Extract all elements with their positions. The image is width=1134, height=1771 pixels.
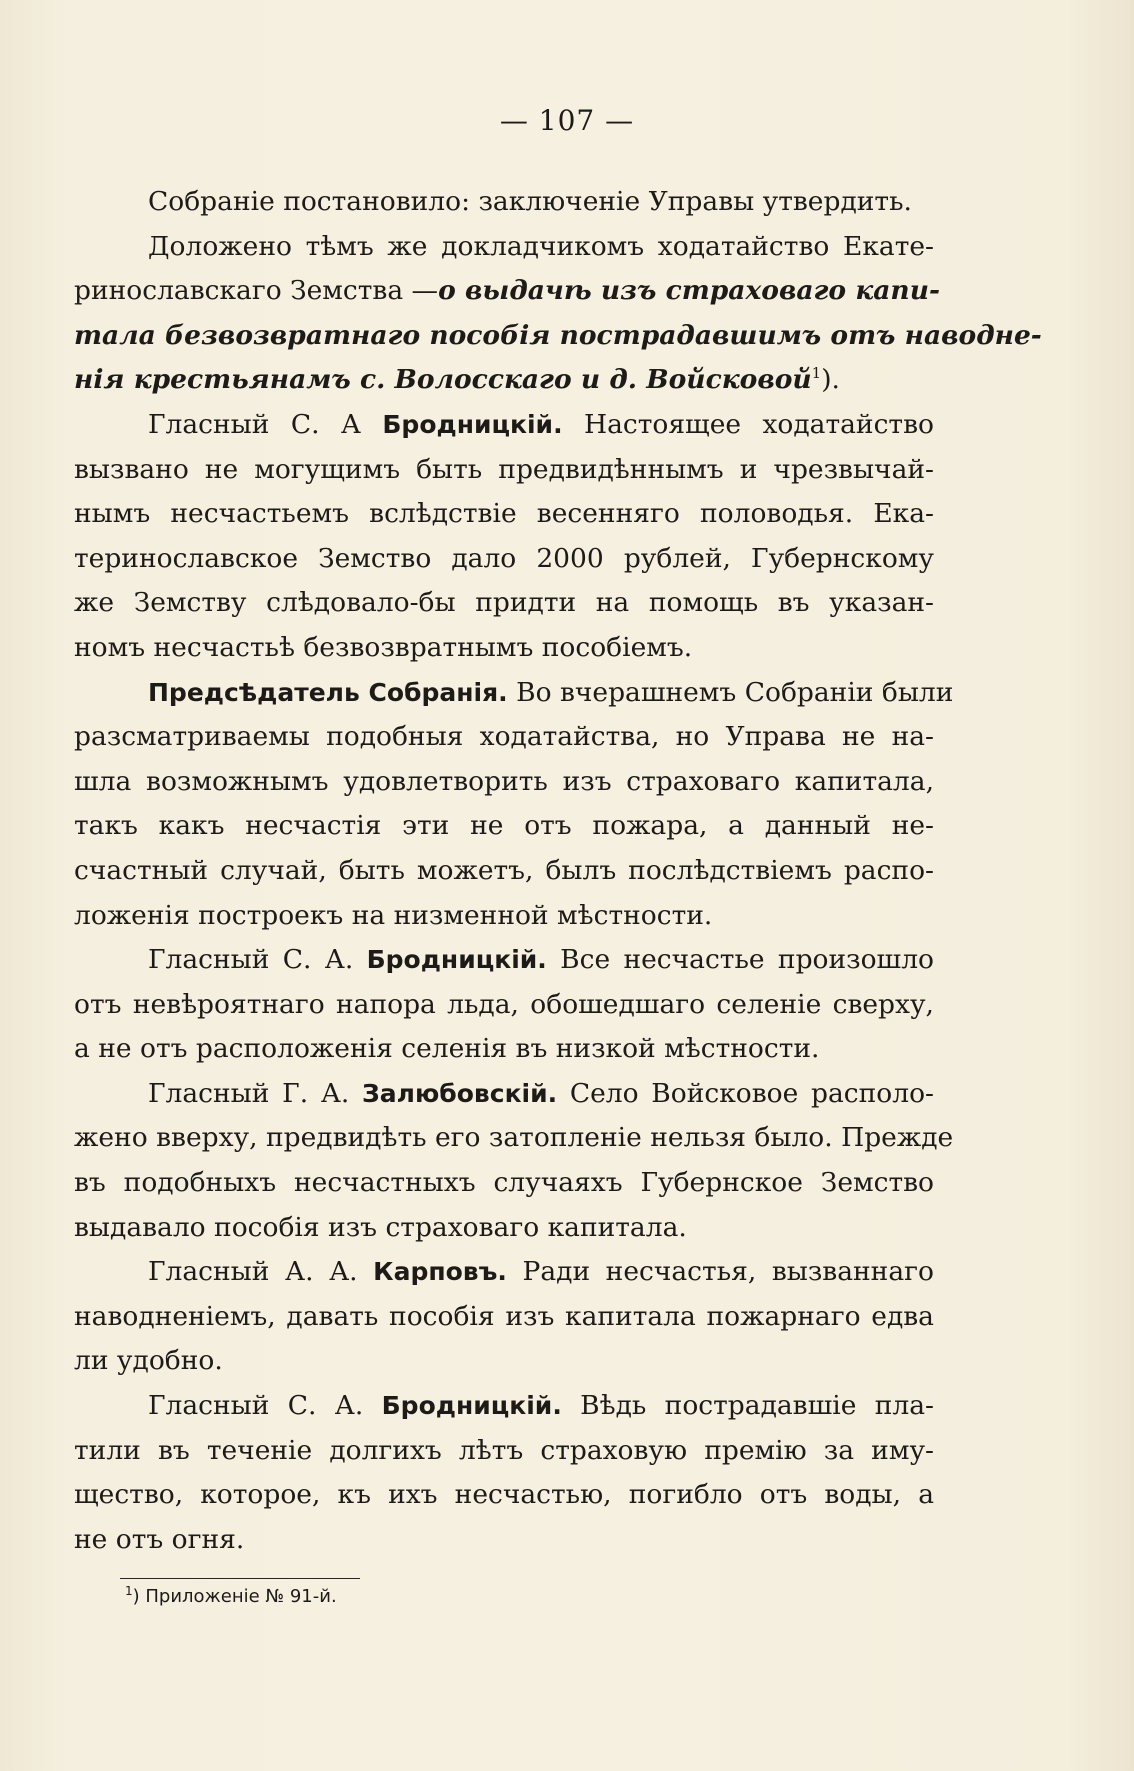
paragraph-4-line-3: шла возможнымъ удовлетворить изъ страховаго капитала, xyxy=(74,765,934,797)
paragraph-5-line-2: отъ невѣроятнаго напора льда, обошедшаго селеніе сверху, xyxy=(74,988,934,1020)
paragraph-4-line-2: разсматриваемы подобныя ходатайства, но Управа не на- xyxy=(74,721,934,753)
text-span: Настоящее ходатайство xyxy=(583,408,934,440)
paragraph-4-line-6: ложенія построекъ на низменной мѣстности. xyxy=(74,899,713,931)
paragraph-5-line-1 xyxy=(74,938,934,983)
paragraph-5-line-3: а не отъ расположенія селенія въ низкой мѣстности. xyxy=(74,1033,820,1065)
footnote-reference: 1 xyxy=(811,364,822,383)
paragraph-8-line-2: тили въ теченіе долгихъ лѣтъ страховую премію за иму- xyxy=(74,1434,934,1466)
text-span: Во вчерашнемъ Собраніи были xyxy=(516,676,954,708)
paragraph-2-line-4 xyxy=(74,358,934,403)
page-number: — 107 — xyxy=(499,104,635,137)
paragraph-7-line-3: ли удобно. xyxy=(74,1345,223,1377)
paragraph-7-line-1 xyxy=(74,1250,934,1295)
paragraph-8-line-4: не отъ огня. xyxy=(74,1523,245,1555)
footnote-divider xyxy=(120,1578,360,1579)
paragraph-1-line-1: Собраніе постановило: заключеніе Управы утвердить. xyxy=(148,186,912,217)
paragraph-4-line-1 xyxy=(74,671,954,716)
paragraph-6-line-4: выдавало пособія изъ страховаго капитала. xyxy=(74,1211,687,1243)
text-span: Вѣдь пострадавшіе пла- xyxy=(580,1390,934,1422)
paragraph-8-line-1 xyxy=(74,1384,934,1429)
text-span: Все несчастье произошло xyxy=(560,944,934,976)
text-span: Село Войсковое располо- xyxy=(569,1077,934,1109)
text-span: ). xyxy=(821,364,840,396)
paragraph-3-line-4: теринославское Земство дало 2000 рублей, Губернскому xyxy=(74,542,934,574)
speaker-name: Бродницкій. xyxy=(382,409,563,439)
speaker-title: Гласный Г. А. xyxy=(148,1077,350,1109)
speaker-name: Бродницкій. xyxy=(381,1391,562,1421)
paragraph-3-line-3: нымъ несчастьемъ вслѣдствіе весенняго половодья. Ека- xyxy=(74,498,934,530)
paragraph-7-line-2: наводненіемъ, давать пособія изъ капитала пожарнаго едва xyxy=(74,1300,934,1332)
paragraph-3-line-1 xyxy=(74,403,934,448)
text-span: ринославскаго Земства — xyxy=(74,275,439,307)
paragraph-6-line-2: жено вверху, предвидѣть его затопленіе нельзя было. Прежде xyxy=(74,1122,954,1154)
speaker-name: Залюбовскій. xyxy=(362,1078,558,1108)
italic-span: нія крестьянамъ с. Волосскаго и д. Войсковой xyxy=(74,364,812,396)
paragraph-2-line-3: тала безвозвратнаго пособія пострадавшимъ отъ наводне- xyxy=(74,319,1042,351)
footnote-marker: 1 xyxy=(125,1584,133,1598)
footnote-text: ) Приложеніе № 91-й. xyxy=(132,1586,337,1607)
speaker-title: Гласный С. А. xyxy=(148,1390,364,1422)
paragraph-3-line-6: номъ несчастьѣ безвозвратнымъ пособіемъ. xyxy=(74,631,693,663)
paragraph-2-line-1: Доложено тѣмъ же докладчикомъ ходатайство Екате- xyxy=(148,230,934,262)
paragraph-3-line-2: вызвано не могущимъ быть предвидѣннымъ и чрезвычай- xyxy=(74,453,934,485)
text-span: Ради несчастья, вызваннаго xyxy=(522,1256,934,1288)
paragraph-6-line-1 xyxy=(74,1072,934,1117)
footnote xyxy=(125,1586,337,1607)
speaker-name: Карповъ. xyxy=(373,1257,507,1287)
speaker-name: Бродницкій. xyxy=(366,945,547,975)
paragraph-6-line-3: въ подобныхъ несчастныхъ случаяхъ Губернское Земство xyxy=(74,1167,934,1199)
page-body xyxy=(74,180,1042,1562)
paragraph-4-line-4: такъ какъ несчастія эти не отъ пожара, а данный не- xyxy=(74,810,934,842)
italic-span: о выдачѣ изъ страховаго капи- xyxy=(438,275,940,307)
speaker-title: Гласный А. А. xyxy=(148,1256,358,1288)
speaker-title: Гласный С. А xyxy=(148,408,361,440)
paragraph-3-line-5: же Земству слѣдовало-бы придти на помощь въ указан- xyxy=(74,587,934,619)
paragraph-8-line-3: щество, которое, къ ихъ несчастью, погибло отъ воды, а xyxy=(74,1479,934,1511)
speaker-title: Гласный С. А. xyxy=(148,944,354,976)
paragraph-2-line-2 xyxy=(74,269,940,314)
speaker-name: Предсѣдатель Собранія. xyxy=(148,677,508,707)
paragraph-4-line-5: счастный случай, быть можетъ, былъ послѣдствіемъ распо- xyxy=(74,854,934,886)
